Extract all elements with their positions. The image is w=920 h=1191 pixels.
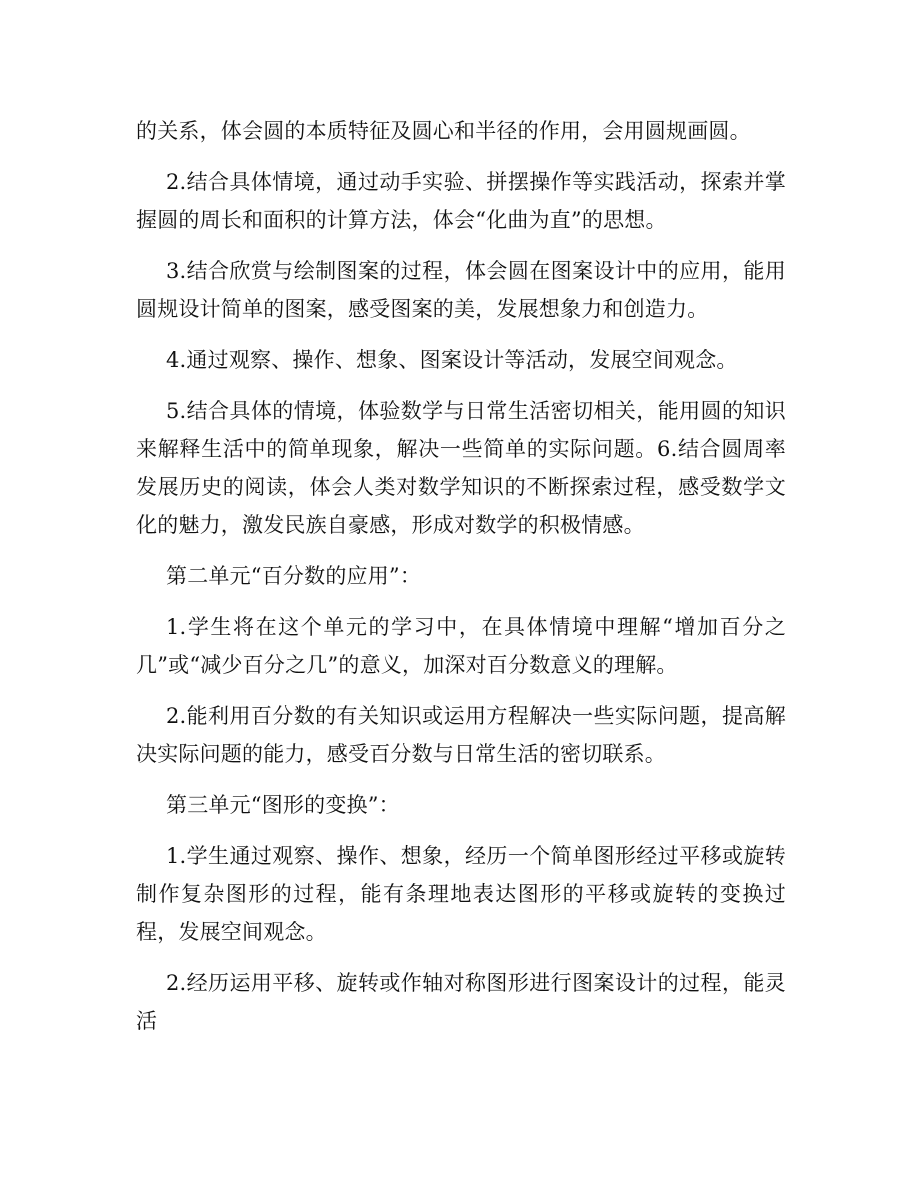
- paragraph-percent-item-2: 2.能利用百分数的有关知识或运用方程解决一些实际问题，提高解决实际问题的能力，感受百分数与日常生活的密切联系。: [136, 704, 786, 766]
- paragraph-circle-item-3: 3.结合欣赏与绘制图案的过程，体会圆在图案设计中的应用，能用圆规设计简单的图案，感受图案的美，发展想象力和创造力。: [136, 259, 786, 321]
- paragraph-transform-item-1: 1.学生通过观察、操作、想象，经历一个简单图形经过平移或旋转制作复杂图形的过程，能有条理地表达图形的平移或旋转的变换过程，发展空间观念。: [136, 844, 786, 944]
- paragraph-circle-item-2: 2.结合具体情境，通过动手实验、拼摆操作等实践活动，探索并掌握圆的周长和面积的计算方法，体会“化曲为直”的思想。: [136, 170, 786, 232]
- paragraph-circle-relation: 的关系，体会圆的本质特征及圆心和半径的作用，会用圆规画圆。: [136, 119, 751, 143]
- unit-three-heading: 第三单元“图形的变换”：: [166, 793, 400, 817]
- paragraph-percent-item-1: 1.学生将在这个单元的学习中，在具体情境中理解“增加百分之几”或“减少百分之几”的意义，加深对百分数意义的理解。: [136, 615, 786, 677]
- paragraph-circle-item-5-6: 5.结合具体的情境，体验数学与日常生活密切相关，能用圆的知识来解释生活中的简单现象，解决一些简单的实际问题。6.结合圆周率发展历史的阅读，体会人类对数学知识的不断探索过程，感受数学文化的魅力，激发民族自豪感，形成对数学的积极情感。: [136, 399, 786, 537]
- document-body: [136, 112, 786, 1053]
- unit-two-heading: 第二单元“百分数的应用”：: [166, 564, 422, 588]
- paragraph-transform-item-2: 2.经历运用平移、旋转或作轴对称图形进行图案设计的过程，能灵活: [136, 971, 786, 1033]
- paragraph-circle-item-4: 4.通过观察、操作、想象、图案设计等活动，发展空间观念。: [166, 348, 738, 372]
